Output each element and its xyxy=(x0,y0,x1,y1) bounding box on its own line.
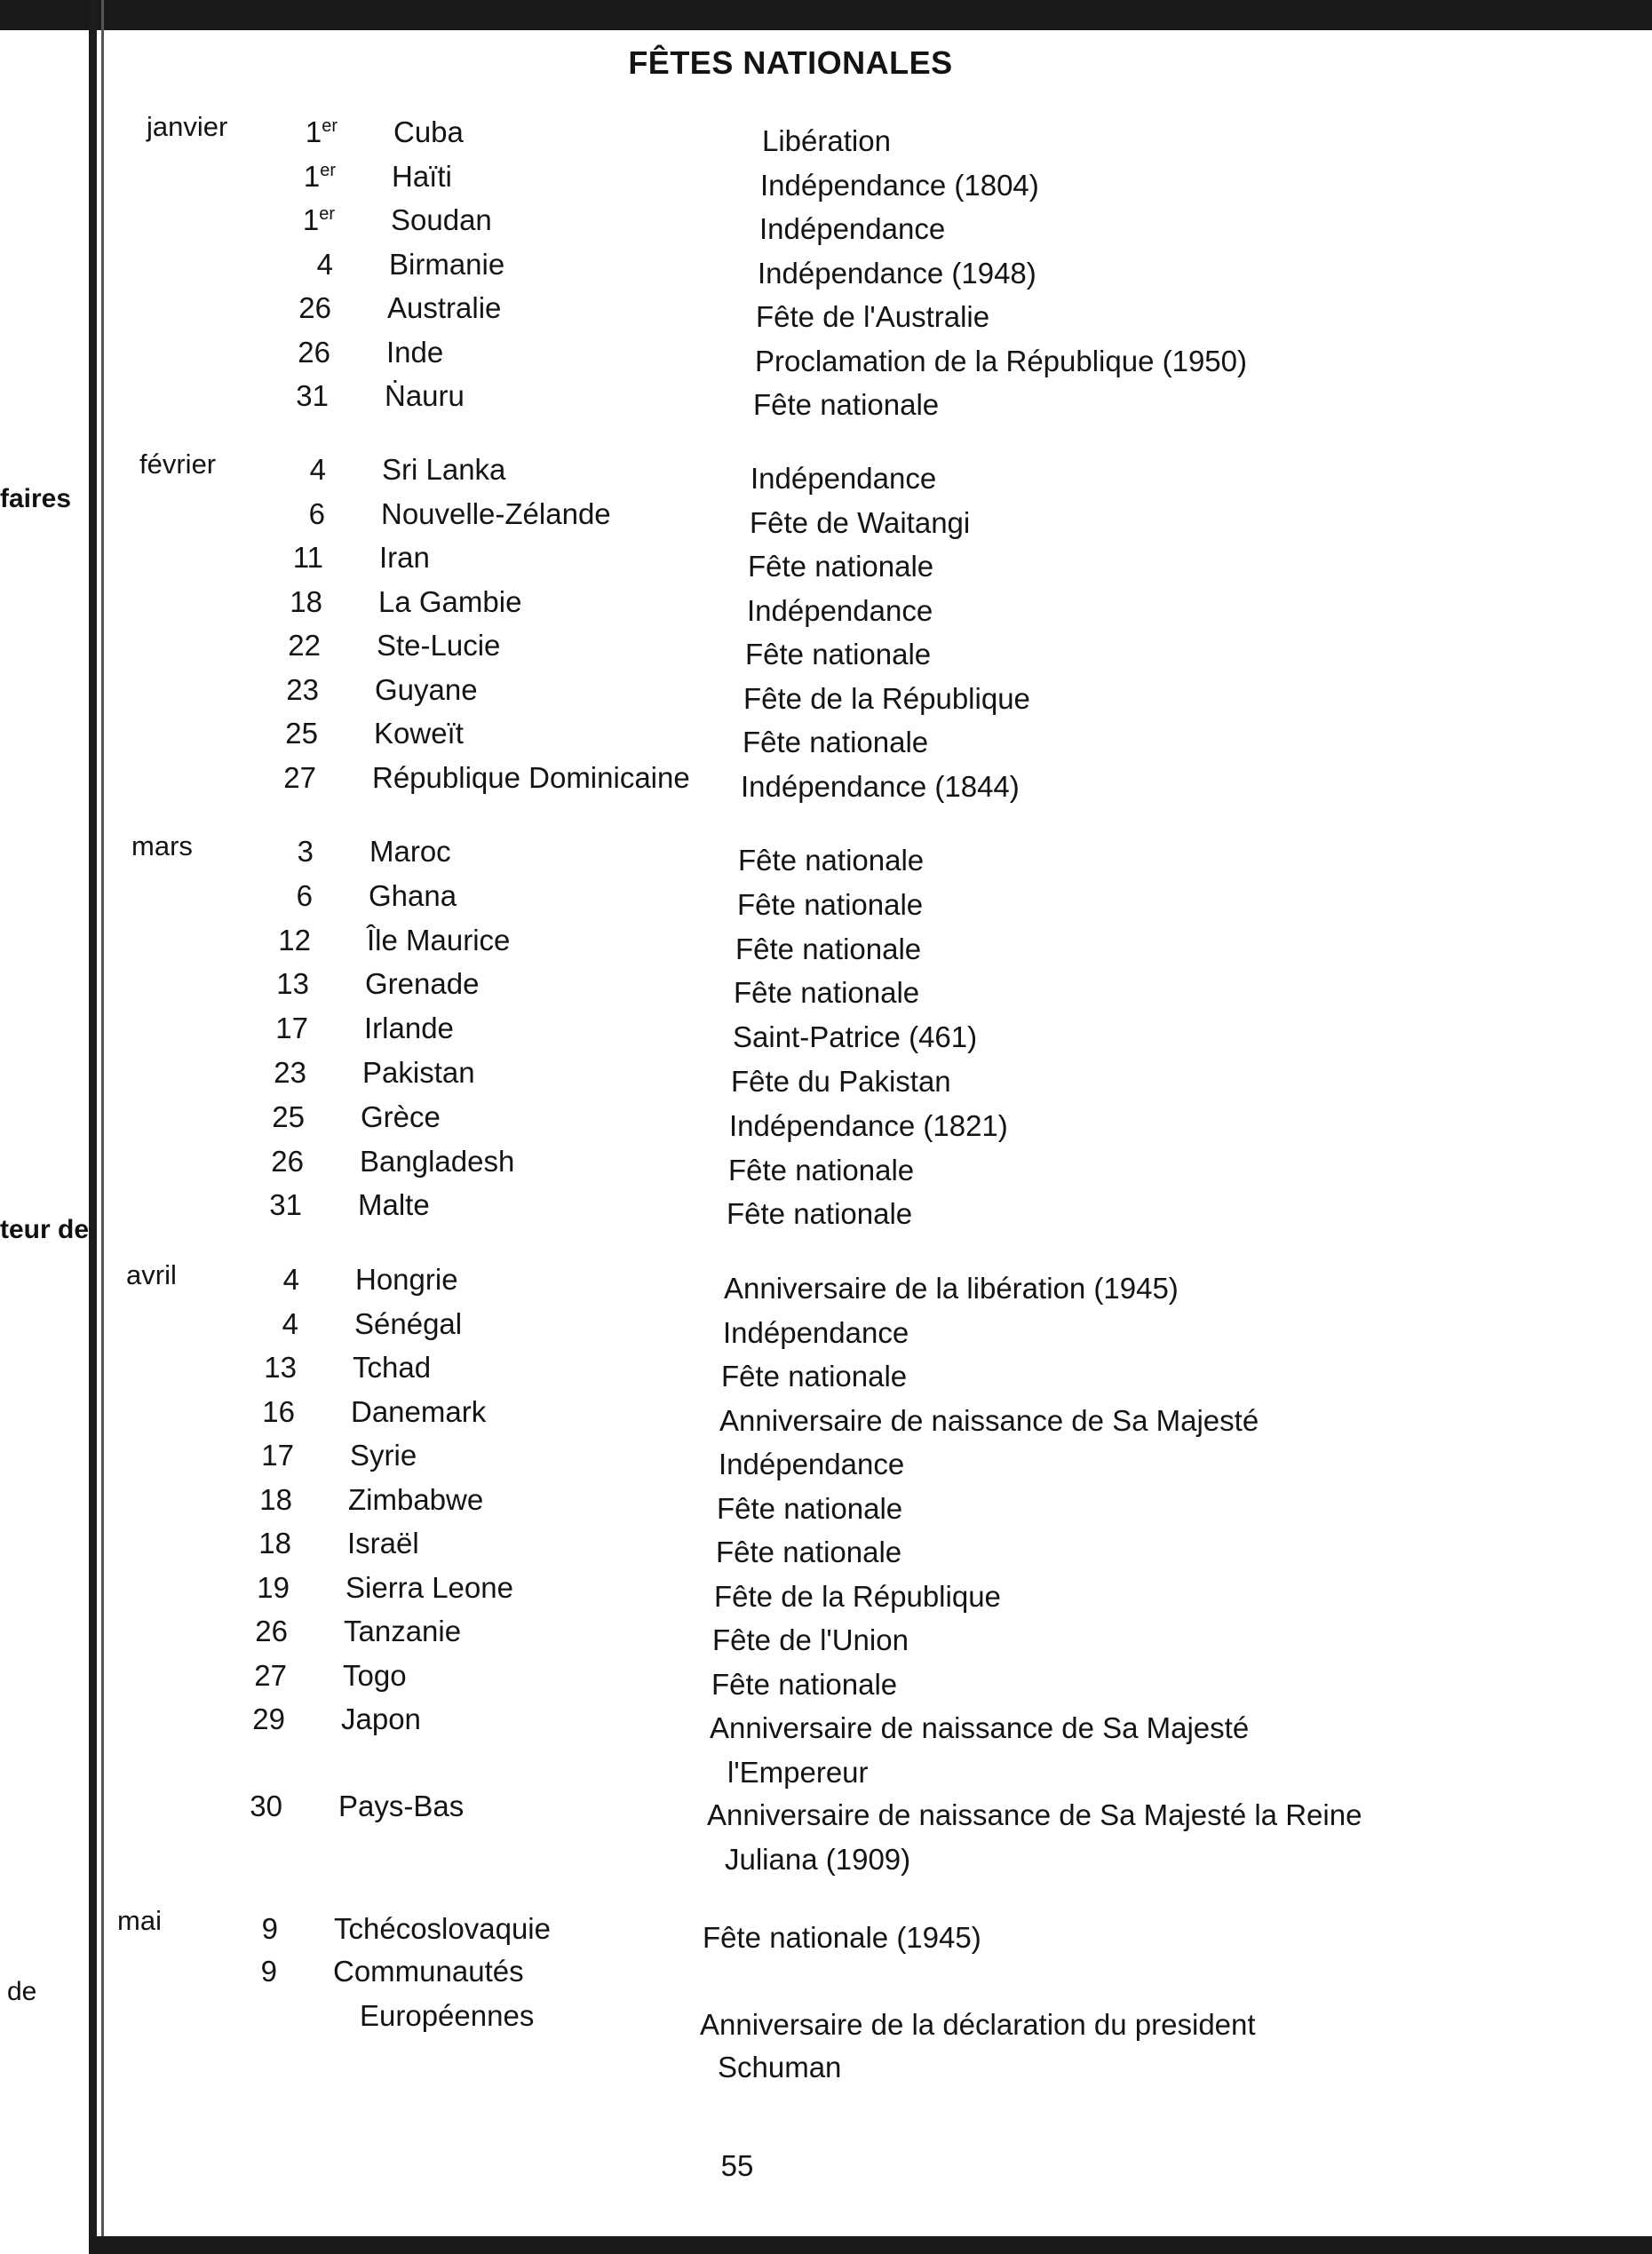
holiday-description: Saint-Patrice (461) xyxy=(733,1020,978,1054)
holiday-description: Indépendance xyxy=(719,1448,905,1480)
country-name: Grèce xyxy=(361,1099,441,1133)
country-name: Ghana xyxy=(369,878,457,912)
holiday-row xyxy=(0,203,1652,245)
holiday-row xyxy=(0,1527,1652,1568)
holiday-description: Indépendance xyxy=(747,593,933,627)
country-name: Cuba xyxy=(393,115,464,148)
holiday-description: Fête nationale xyxy=(727,1197,913,1231)
day-ordinal-suffix: er xyxy=(320,160,336,180)
holiday-description: Anniversaire de la déclaration du president xyxy=(700,2008,1256,2041)
holiday-description: Fête nationale xyxy=(737,887,924,921)
holiday-description: Libération xyxy=(762,124,891,157)
day-number: 25 xyxy=(285,717,318,750)
day-number: 17 xyxy=(261,1439,294,1472)
holiday-description: Indépendance xyxy=(759,212,946,245)
holiday-description: Indépendance xyxy=(723,1315,909,1349)
holiday-row xyxy=(0,1658,1652,1701)
holiday-description: Fête de la République xyxy=(714,1579,1001,1613)
holiday-description: Fête de Waitangi xyxy=(750,505,971,539)
day-number: 1er xyxy=(305,115,338,148)
day-number: 26 xyxy=(298,291,331,324)
holiday-description-continuation: l'Empereur xyxy=(727,1756,869,1789)
month-label-mai: mai xyxy=(117,1905,162,1936)
holiday-description: Anniversaire de la libération (1945) xyxy=(724,1272,1179,1305)
day-number: 26 xyxy=(271,1144,304,1178)
holiday-description: Indépendance (1948) xyxy=(758,256,1036,290)
holiday-row xyxy=(0,629,1652,671)
day-number: 1er xyxy=(303,159,336,193)
month-label-février: février xyxy=(139,448,217,480)
holiday-description: Proclamation de la République (1950) xyxy=(755,344,1248,377)
country-name: Bangladesh xyxy=(360,1144,515,1178)
country-name: Guyane xyxy=(375,672,478,706)
country-name: Japon xyxy=(341,1702,421,1735)
country-name: Hongrie xyxy=(355,1263,458,1296)
month-label-avril: avril xyxy=(126,1259,177,1290)
holiday-description: Indépendance (1844) xyxy=(741,769,1020,803)
day-number: 18 xyxy=(258,1527,291,1560)
day-number: 9 xyxy=(260,1955,277,1988)
day-number: 4 xyxy=(316,247,333,281)
holiday-description: Fête nationale xyxy=(748,550,934,583)
day-number: 30 xyxy=(250,1789,282,1822)
day-number: 13 xyxy=(276,967,309,1001)
holiday-description: Fête nationale xyxy=(753,388,940,421)
holiday-row xyxy=(0,672,1652,715)
day-number: 1er xyxy=(302,203,335,236)
holiday-row xyxy=(0,1099,1652,1142)
holiday-row xyxy=(0,1263,1652,1305)
country-name: Tchad xyxy=(353,1351,432,1384)
holiday-row xyxy=(0,1351,1652,1393)
holiday-row xyxy=(0,496,1652,539)
holiday-row xyxy=(0,247,1652,290)
holiday-row xyxy=(0,717,1652,758)
country-name: Togo xyxy=(343,1658,407,1692)
country-name: Communautés xyxy=(333,1955,524,1988)
holiday-row xyxy=(0,760,1652,803)
holiday-description: Fête nationale xyxy=(745,638,932,671)
country-name: Haïti xyxy=(392,159,452,193)
holiday-row xyxy=(0,1394,1652,1437)
country-name: Malte xyxy=(358,1188,430,1222)
holiday-row xyxy=(0,1912,1652,1954)
day-number: 12 xyxy=(278,923,311,956)
day-number: 17 xyxy=(275,1012,308,1045)
day-number: 11 xyxy=(292,541,323,574)
page-number: 55 xyxy=(720,2149,754,2182)
country-name: La Gambie xyxy=(378,584,522,618)
holiday-description: Fête nationale xyxy=(738,844,925,877)
holiday-description: Anniversaire de naissance de Sa Majesté la Reine xyxy=(707,1798,1362,1831)
holiday-description: Fête nationale xyxy=(716,1536,902,1568)
day-number: 29 xyxy=(252,1702,285,1735)
holiday-row xyxy=(0,453,1652,495)
day-ordinal-suffix: er xyxy=(319,204,335,224)
holiday-description: Fête de l'Union xyxy=(712,1623,909,1656)
holiday-row xyxy=(0,878,1652,921)
day-number: 27 xyxy=(254,1658,287,1692)
holiday-description: Fête de la République xyxy=(743,681,1030,715)
holiday-description: Fête nationale xyxy=(717,1491,903,1525)
scan-top-edge xyxy=(0,0,1652,30)
country-name: Inde xyxy=(386,335,444,369)
holiday-description: Fête nationale xyxy=(734,976,920,1010)
country-name: Irlande xyxy=(364,1012,454,1045)
holiday-row-continuation xyxy=(0,1999,1652,2041)
country-name: Pays-Bas xyxy=(338,1789,465,1822)
day-number: 26 xyxy=(298,335,330,369)
day-number: 31 xyxy=(296,379,329,412)
day-number: 25 xyxy=(272,1099,305,1133)
day-number: 22 xyxy=(288,629,321,662)
day-number: 6 xyxy=(296,878,313,912)
day-number: 16 xyxy=(262,1394,295,1428)
country-name: Syrie xyxy=(350,1439,417,1472)
country-name: Iran xyxy=(379,541,430,574)
holiday-row xyxy=(0,1056,1652,1098)
holiday-row xyxy=(0,1570,1652,1613)
holiday-row xyxy=(0,967,1652,1010)
day-number: 31 xyxy=(269,1188,302,1222)
holiday-description: Fête nationale xyxy=(711,1667,898,1701)
holiday-description: Fête nationale xyxy=(721,1360,908,1393)
day-number: 13 xyxy=(264,1351,297,1384)
holiday-row xyxy=(0,1482,1652,1525)
margin-fragment-3: de xyxy=(7,1977,37,2006)
holiday-row xyxy=(0,335,1652,377)
country-name: Soudan xyxy=(391,203,492,236)
day-ordinal-suffix: er xyxy=(322,116,338,136)
holiday-description: Anniversaire de naissance de Sa Majesté xyxy=(719,1403,1259,1437)
scan-bottom-edge xyxy=(89,2236,1652,2254)
country-name: Sri Lanka xyxy=(382,453,506,486)
holiday-row-continuation xyxy=(0,1747,1652,1789)
holiday-description: Fête nationale xyxy=(735,932,922,965)
country-name: Pakistan xyxy=(362,1056,475,1089)
country-name: Israël xyxy=(347,1527,419,1560)
country-name: Île Maurice xyxy=(367,923,511,956)
holiday-description: Fête nationale xyxy=(743,726,929,758)
country-name: Koweït xyxy=(374,717,464,750)
holiday-row xyxy=(0,1012,1652,1054)
country-name: Australie xyxy=(387,291,502,324)
country-name: Tchécoslovaquie xyxy=(334,1912,551,1945)
day-number: 26 xyxy=(255,1615,288,1647)
holiday-description-continuation: Schuman xyxy=(718,2051,842,2083)
holiday-description: Fête nationale (1945) xyxy=(703,1921,981,1954)
day-number: 3 xyxy=(297,835,314,868)
country-name: Ṅauru xyxy=(385,379,465,412)
month-label-mars: mars xyxy=(131,830,193,861)
country-name: Tanzanie xyxy=(344,1615,462,1647)
day-number: 9 xyxy=(261,1912,278,1945)
holiday-description: Indépendance (1804) xyxy=(760,168,1039,202)
day-number: 4 xyxy=(282,1263,299,1296)
holiday-description: Fête de l'Australie xyxy=(756,300,990,333)
day-number: 27 xyxy=(283,760,316,794)
holiday-row xyxy=(0,1144,1652,1187)
holiday-row xyxy=(0,1955,1652,1990)
day-number: 23 xyxy=(286,672,319,706)
country-name: Danemark xyxy=(351,1394,487,1428)
holiday-row xyxy=(0,1789,1652,1831)
country-name: Maroc xyxy=(369,835,451,868)
day-number: 4 xyxy=(309,453,326,486)
holiday-description: Indépendance xyxy=(751,462,937,495)
holiday-row xyxy=(0,1615,1652,1656)
country-name: Nouvelle-Zélande xyxy=(381,496,611,530)
holiday-description: Anniversaire de naissance de Sa Majesté xyxy=(710,1711,1250,1744)
holiday-description: Fête du Pakistan xyxy=(731,1065,951,1098)
holiday-row-continuation xyxy=(0,1834,1652,1876)
holiday-description: Fête nationale xyxy=(728,1153,915,1187)
country-name: Sénégal xyxy=(354,1306,463,1340)
day-number: 23 xyxy=(274,1056,306,1089)
holiday-row xyxy=(0,291,1652,333)
month-label-janvier: janvier xyxy=(147,111,228,142)
day-number: 4 xyxy=(282,1306,298,1340)
page-title: FÊTES NATIONALES xyxy=(628,44,953,81)
holiday-row xyxy=(0,835,1652,877)
country-name: Ste-Lucie xyxy=(377,629,501,662)
holiday-description: Indépendance (1821) xyxy=(729,1108,1008,1142)
holiday-row xyxy=(0,1306,1652,1349)
country-name: Zimbabwe xyxy=(348,1482,484,1516)
country-name-continuation: Européennes xyxy=(360,1999,535,2032)
holiday-row xyxy=(0,1439,1652,1480)
holiday-row xyxy=(0,159,1652,202)
day-number: 18 xyxy=(290,584,322,618)
day-number: 6 xyxy=(308,496,325,530)
country-name: Sierra Leone xyxy=(345,1570,513,1604)
day-number: 18 xyxy=(259,1482,292,1516)
holiday-description-continuation: Juliana (1909) xyxy=(725,1842,911,1876)
holiday-row-continuation xyxy=(0,2042,1652,2083)
country-name: République Dominicaine xyxy=(372,760,690,794)
holiday-row xyxy=(0,1702,1652,1744)
day-number: 19 xyxy=(257,1570,290,1604)
margin-fragment-1: faires xyxy=(0,484,72,513)
country-name: Birmanie xyxy=(389,247,505,281)
holiday-row xyxy=(0,379,1652,421)
country-name: Grenade xyxy=(365,967,480,1001)
margin-fragment-2: teur de xyxy=(0,1215,90,1244)
holiday-row xyxy=(0,923,1652,965)
holiday-row xyxy=(0,541,1652,583)
holiday-row xyxy=(0,584,1652,627)
holiday-row xyxy=(0,115,1652,157)
